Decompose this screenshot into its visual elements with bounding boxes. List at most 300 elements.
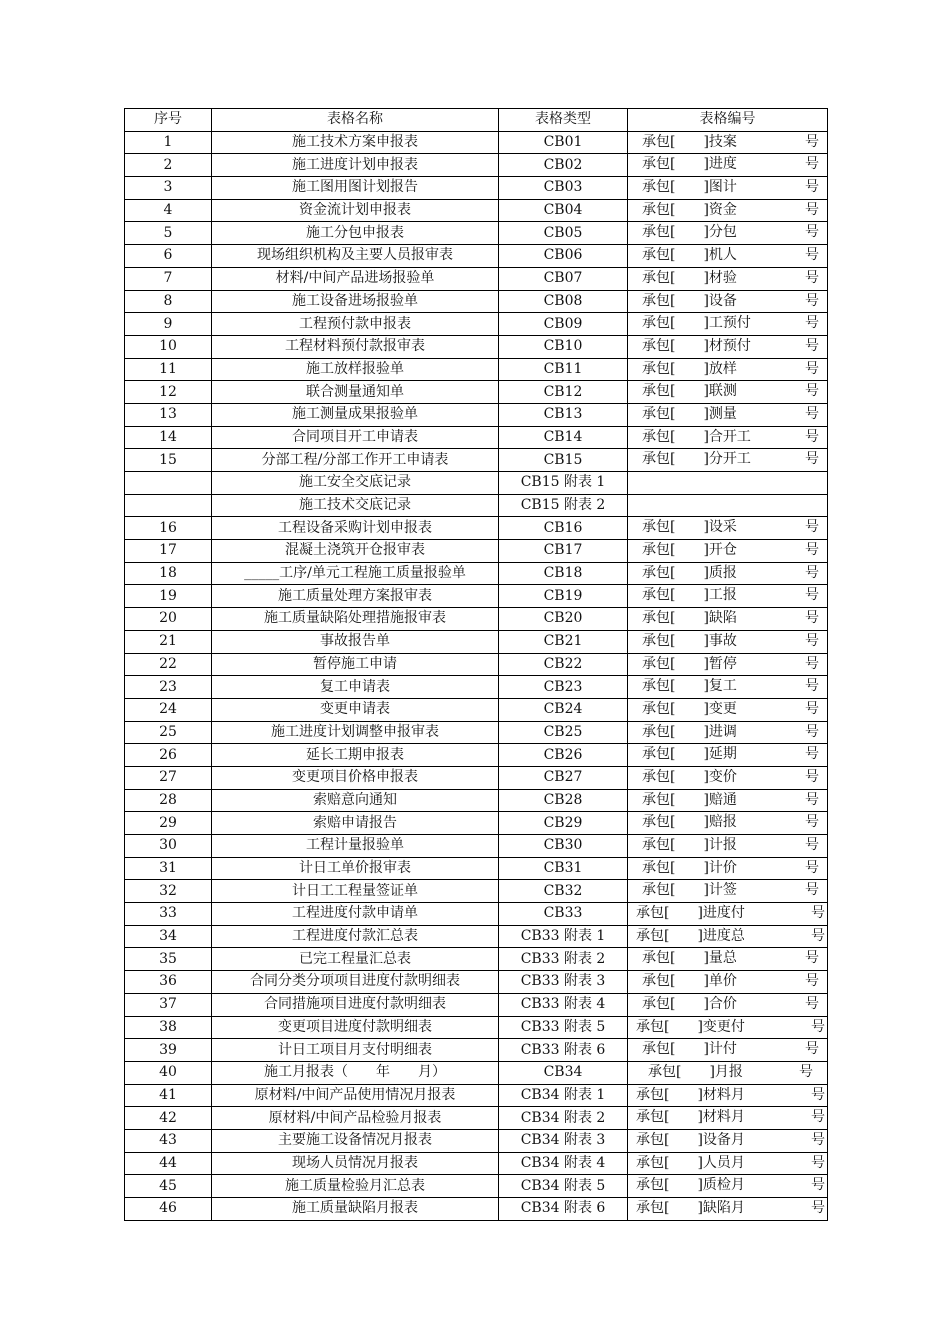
cell-form-type: CB08 — [499, 290, 628, 313]
form-code-prefix: 承包[ ]测量 — [642, 405, 737, 422]
cell-form-code — [628, 1152, 828, 1175]
cell-form-code — [628, 993, 828, 1016]
cell-serial-no: 11 — [125, 358, 212, 381]
cell-serial-no: 26 — [125, 744, 212, 767]
cell-form-name: 工程进度付款申请单 — [212, 903, 499, 926]
cell-form-name: 合同措施项目进度付款明细表 — [212, 993, 499, 1016]
form-code-suffix: 号 — [805, 405, 819, 422]
table-row — [125, 903, 828, 926]
cell-form-name: 合同分类分项项目进度付款明细表 — [212, 971, 499, 994]
form-code-suffix: 号 — [805, 315, 819, 332]
cell-form-type: CB34 附表 1 — [499, 1084, 628, 1107]
cell-form-name: 施工质量缺陷处理措施报审表 — [212, 608, 499, 631]
form-code-prefix: 承包[ ]工报 — [642, 587, 737, 604]
cell-form-code — [628, 880, 828, 903]
cell-form-name: 复工申请表 — [212, 676, 499, 699]
table-row — [125, 313, 828, 336]
cell-form-name: 施工设备进场报验单 — [212, 290, 499, 313]
cell-form-code — [628, 925, 828, 948]
cell-serial-no: 44 — [125, 1152, 212, 1175]
cell-serial-no: 14 — [125, 426, 212, 449]
form-code-suffix: 号 — [805, 700, 819, 717]
cell-form-code — [628, 154, 828, 177]
form-code-suffix: 号 — [805, 564, 819, 581]
form-code-suffix: 号 — [805, 224, 819, 241]
form-code-prefix: 承包[ ]事故 — [642, 632, 737, 649]
form-code-prefix: 承包[ ]资金 — [642, 201, 737, 218]
cell-serial-no: 18 — [125, 562, 212, 585]
form-code-suffix: 号 — [811, 1018, 825, 1035]
form-code-suffix: 号 — [805, 723, 819, 740]
table-row — [125, 653, 828, 676]
form-index-table — [124, 108, 828, 1221]
header-form-code: 表格编号 — [628, 109, 828, 132]
table-row — [125, 381, 828, 404]
cell-form-type: CB34 附表 4 — [499, 1152, 628, 1175]
form-code-suffix: 号 — [805, 1041, 819, 1058]
cell-form-code — [628, 766, 828, 789]
cell-form-code — [628, 812, 828, 835]
cell-form-code — [628, 358, 828, 381]
form-code-prefix: 承包[ ]月报 — [648, 1063, 743, 1080]
cell-form-code — [628, 1039, 828, 1062]
table-row — [125, 812, 828, 835]
form-code-prefix: 承包[ ]暂停 — [642, 655, 737, 672]
form-code-suffix: 号 — [811, 927, 825, 944]
cell-form-name: 施工技术方案申报表 — [212, 131, 499, 154]
form-code-suffix: 号 — [805, 768, 819, 785]
cell-serial-no: 36 — [125, 971, 212, 994]
cell-form-type: CB11 — [499, 358, 628, 381]
cell-serial-no — [125, 494, 212, 517]
cell-form-code — [628, 1084, 828, 1107]
form-code-suffix: 号 — [811, 1177, 825, 1194]
form-code-prefix: 承包[ ]分开工 — [642, 451, 751, 468]
cell-form-type: CB34 附表 3 — [499, 1129, 628, 1152]
header-row — [125, 109, 828, 132]
table-row — [125, 857, 828, 880]
cell-form-code — [628, 267, 828, 290]
cell-serial-no: 33 — [125, 903, 212, 926]
form-code-prefix: 承包[ ]联测 — [642, 383, 737, 400]
cell-form-type: CB33 附表 5 — [499, 1016, 628, 1039]
cell-form-type: CB01 — [499, 131, 628, 154]
cell-serial-no: 34 — [125, 925, 212, 948]
cell-form-type: CB09 — [499, 313, 628, 336]
table-row — [125, 1107, 828, 1130]
cell-form-type: CB03 — [499, 177, 628, 200]
form-code-prefix: 承包[ ]赔报 — [642, 814, 737, 831]
cell-serial-no: 43 — [125, 1129, 212, 1152]
cell-form-name: 施工进度计划调整申报审表 — [212, 721, 499, 744]
cell-serial-no: 6 — [125, 245, 212, 268]
cell-form-code — [628, 131, 828, 154]
cell-form-code — [628, 676, 828, 699]
cell-form-type: CB32 — [499, 880, 628, 903]
cell-form-name: 工程材料预付款报审表 — [212, 335, 499, 358]
cell-serial-no: 41 — [125, 1084, 212, 1107]
form-code-suffix: 号 — [805, 610, 819, 627]
table-row — [125, 608, 828, 631]
cell-form-name: 材料/中间产品进场报验单 — [212, 267, 499, 290]
cell-form-name: 延长工期申报表 — [212, 744, 499, 767]
table-row — [125, 426, 828, 449]
form-code-prefix: 承包[ ]材料月 — [636, 1086, 745, 1103]
cell-form-type: CB16 — [499, 517, 628, 540]
cell-form-name: 原材料/中间产品使用情况月报表 — [212, 1084, 499, 1107]
cell-form-code — [628, 653, 828, 676]
cell-form-name: 现场组织机构及主要人员报审表 — [212, 245, 499, 268]
cell-form-type: CB10 — [499, 335, 628, 358]
cell-serial-no: 19 — [125, 585, 212, 608]
cell-form-code — [628, 903, 828, 926]
cell-form-type: CB34 附表 2 — [499, 1107, 628, 1130]
form-code-prefix: 承包[ ]计价 — [642, 859, 737, 876]
cell-form-code — [628, 1198, 828, 1221]
form-code-suffix: 号 — [805, 859, 819, 876]
cell-serial-no: 30 — [125, 835, 212, 858]
cell-form-name: 分部工程/分部工作开工申请表 — [212, 449, 499, 472]
cell-form-code — [628, 403, 828, 426]
cell-form-code — [628, 177, 828, 200]
cell-form-name: 施工放样报验单 — [212, 358, 499, 381]
cell-form-type: CB31 — [499, 857, 628, 880]
cell-form-type: CB02 — [499, 154, 628, 177]
form-code-prefix: 承包[ ]放样 — [642, 360, 737, 377]
cell-form-name: 施工安全交底记录 — [212, 472, 499, 495]
table-row — [125, 880, 828, 903]
form-code-suffix: 号 — [799, 1063, 813, 1080]
cell-form-code — [628, 1061, 828, 1084]
cell-form-type: CB33 附表 3 — [499, 971, 628, 994]
cell-form-name: 合同项目开工申请表 — [212, 426, 499, 449]
table-row — [125, 925, 828, 948]
table-row — [125, 585, 828, 608]
form-code-suffix: 号 — [805, 292, 819, 309]
form-code-prefix: 承包[ ]图计 — [642, 179, 737, 196]
form-code-suffix: 号 — [805, 678, 819, 695]
table-row — [125, 993, 828, 1016]
cell-serial-no: 8 — [125, 290, 212, 313]
cell-form-code — [628, 1175, 828, 1198]
cell-serial-no: 17 — [125, 540, 212, 563]
cell-form-name: 工程进度付款汇总表 — [212, 925, 499, 948]
cell-form-name: 工程计量报验单 — [212, 835, 499, 858]
table-row — [125, 177, 828, 200]
cell-form-name: 施工进度计划申报表 — [212, 154, 499, 177]
cell-form-name: 工程预付款申报表 — [212, 313, 499, 336]
table-row — [125, 154, 828, 177]
cell-form-code — [628, 1107, 828, 1130]
table-row — [125, 698, 828, 721]
form-code-prefix: 承包[ ]设备 — [642, 292, 737, 309]
cell-form-type: CB27 — [499, 766, 628, 789]
table-row — [125, 1016, 828, 1039]
form-code-prefix: 承包[ ]进调 — [642, 723, 737, 740]
cell-serial-no: 23 — [125, 676, 212, 699]
table-row — [125, 472, 828, 495]
form-code-prefix: 承包[ ]延期 — [642, 746, 737, 763]
form-code-suffix: 号 — [811, 1086, 825, 1103]
cell-form-name: 施工质量处理方案报审表 — [212, 585, 499, 608]
cell-form-type: CB22 — [499, 653, 628, 676]
form-code-suffix: 号 — [805, 995, 819, 1012]
form-code-suffix: 号 — [805, 156, 819, 173]
cell-form-type: CB23 — [499, 676, 628, 699]
cell-form-name: 施工月报表（ 年 月） — [212, 1061, 499, 1084]
table-row — [125, 971, 828, 994]
cell-form-name: 原材料/中间产品检验月报表 — [212, 1107, 499, 1130]
cell-form-name: 变更项目进度付款明细表 — [212, 1016, 499, 1039]
table-row — [125, 744, 828, 767]
form-code-prefix: 承包[ ]人员月 — [636, 1154, 745, 1171]
cell-serial-no: 21 — [125, 630, 212, 653]
cell-form-type: CB28 — [499, 789, 628, 812]
form-code-suffix: 号 — [805, 383, 819, 400]
cell-form-name: 施工技术交底记录 — [212, 494, 499, 517]
form-code-prefix: 承包[ ]计付 — [642, 1041, 737, 1058]
cell-form-type: CB19 — [499, 585, 628, 608]
form-code-prefix: 承包[ ]缺陷 — [642, 610, 737, 627]
cell-form-type: CB34 附表 5 — [499, 1175, 628, 1198]
cell-form-code — [628, 517, 828, 540]
cell-form-code — [628, 585, 828, 608]
form-code-suffix: 号 — [805, 973, 819, 990]
cell-serial-no: 15 — [125, 449, 212, 472]
cell-form-type: CB18 — [499, 562, 628, 585]
cell-form-name: 事故报告单 — [212, 630, 499, 653]
cell-serial-no: 28 — [125, 789, 212, 812]
header-serial-no: 序号 — [125, 109, 212, 132]
cell-serial-no: 16 — [125, 517, 212, 540]
cell-form-name: 计日工工程量签证单 — [212, 880, 499, 903]
cell-form-name: 变更项目价格申报表 — [212, 766, 499, 789]
cell-form-name: _____工序/单元工程施工质量报验单 — [212, 562, 499, 585]
cell-serial-no: 4 — [125, 199, 212, 222]
cell-serial-no: 20 — [125, 608, 212, 631]
cell-form-code — [628, 199, 828, 222]
table-row — [125, 630, 828, 653]
cell-form-code — [628, 449, 828, 472]
cell-serial-no: 9 — [125, 313, 212, 336]
table-row — [125, 1084, 828, 1107]
table-row — [125, 835, 828, 858]
cell-form-name: 施工质量缺陷月报表 — [212, 1198, 499, 1221]
form-code-prefix: 承包[ ]合开工 — [642, 428, 751, 445]
form-code-suffix: 号 — [805, 201, 819, 218]
cell-form-code — [628, 744, 828, 767]
form-code-suffix: 号 — [805, 791, 819, 808]
cell-form-code — [628, 222, 828, 245]
cell-form-type: CB34 — [499, 1061, 628, 1084]
form-code-suffix: 号 — [805, 428, 819, 445]
table-row — [125, 131, 828, 154]
form-code-prefix: 承包[ ]赔通 — [642, 791, 737, 808]
cell-form-name: 计日工单价报审表 — [212, 857, 499, 880]
cell-form-code — [628, 1016, 828, 1039]
cell-form-type: CB26 — [499, 744, 628, 767]
cell-form-code — [628, 971, 828, 994]
cell-form-code — [628, 835, 828, 858]
cell-serial-no: 12 — [125, 381, 212, 404]
cell-form-code — [628, 494, 828, 517]
cell-form-code — [628, 857, 828, 880]
cell-form-type: CB21 — [499, 630, 628, 653]
cell-serial-no — [125, 472, 212, 495]
form-code-suffix: 号 — [805, 360, 819, 377]
form-code-suffix: 号 — [805, 950, 819, 967]
cell-serial-no: 37 — [125, 993, 212, 1016]
form-code-prefix: 承包[ ]进度 — [642, 156, 737, 173]
cell-form-code — [628, 290, 828, 313]
cell-form-name: 施工分包申报表 — [212, 222, 499, 245]
form-code-prefix: 承包[ ]技案 — [642, 133, 737, 150]
cell-form-name: 联合测量通知单 — [212, 381, 499, 404]
cell-form-name: 现场人员情况月报表 — [212, 1152, 499, 1175]
header-form-name: 表格名称 — [212, 109, 499, 132]
cell-form-name: 施工测量成果报验单 — [212, 403, 499, 426]
cell-serial-no: 45 — [125, 1175, 212, 1198]
table-row — [125, 267, 828, 290]
cell-form-name: 暂停施工申请 — [212, 653, 499, 676]
cell-form-code — [628, 721, 828, 744]
cell-serial-no: 27 — [125, 766, 212, 789]
cell-form-code — [628, 789, 828, 812]
form-code-prefix: 承包[ ]合价 — [642, 995, 737, 1012]
cell-form-type: CB24 — [499, 698, 628, 721]
form-code-prefix: 承包[ ]材验 — [642, 269, 737, 286]
cell-form-type: CB25 — [499, 721, 628, 744]
cell-form-type: CB04 — [499, 199, 628, 222]
cell-form-type: CB33 附表 4 — [499, 993, 628, 1016]
table-row — [125, 199, 828, 222]
form-code-suffix: 号 — [805, 451, 819, 468]
cell-serial-no: 1 — [125, 131, 212, 154]
form-code-suffix: 号 — [805, 655, 819, 672]
form-code-suffix: 号 — [811, 1154, 825, 1171]
cell-form-code — [628, 313, 828, 336]
cell-serial-no: 10 — [125, 335, 212, 358]
form-code-suffix: 号 — [805, 337, 819, 354]
table-row — [125, 517, 828, 540]
cell-serial-no: 39 — [125, 1039, 212, 1062]
cell-serial-no: 7 — [125, 267, 212, 290]
form-code-suffix: 号 — [811, 905, 825, 922]
cell-form-type: CB06 — [499, 245, 628, 268]
table-row — [125, 1039, 828, 1062]
cell-form-type: CB34 附表 6 — [499, 1198, 628, 1221]
table-row — [125, 562, 828, 585]
table-row — [125, 766, 828, 789]
cell-form-type: CB15 附表 1 — [499, 472, 628, 495]
cell-form-type: CB14 — [499, 426, 628, 449]
cell-form-code — [628, 245, 828, 268]
table-row — [125, 335, 828, 358]
form-code-prefix: 承包[ ]质检月 — [636, 1177, 745, 1194]
header-form-type: 表格类型 — [499, 109, 628, 132]
table-row — [125, 721, 828, 744]
table-row — [125, 948, 828, 971]
table-row — [125, 1152, 828, 1175]
cell-form-type: CB13 — [499, 403, 628, 426]
form-code-suffix: 号 — [811, 1200, 825, 1216]
form-code-prefix: 承包[ ]进度付 — [636, 905, 745, 922]
table-row — [125, 290, 828, 313]
cell-serial-no: 24 — [125, 698, 212, 721]
cell-form-code — [628, 948, 828, 971]
cell-form-code — [628, 608, 828, 631]
form-code-prefix: 承包[ ]设备月 — [636, 1131, 745, 1148]
table-row — [125, 222, 828, 245]
cell-form-code — [628, 540, 828, 563]
cell-serial-no: 32 — [125, 880, 212, 903]
cell-serial-no: 25 — [125, 721, 212, 744]
cell-serial-no: 3 — [125, 177, 212, 200]
table-row — [125, 1061, 828, 1084]
cell-form-code — [628, 630, 828, 653]
cell-form-type: CB05 — [499, 222, 628, 245]
form-code-prefix: 承包[ ]工预付 — [642, 315, 751, 332]
cell-form-code — [628, 335, 828, 358]
form-code-prefix: 承包[ ]变更 — [642, 700, 737, 717]
table-row — [125, 1175, 828, 1198]
table-row — [125, 403, 828, 426]
cell-form-name: 施工质量检验月汇总表 — [212, 1175, 499, 1198]
form-code-prefix: 承包[ ]设采 — [642, 519, 737, 536]
cell-form-type: CB15 附表 2 — [499, 494, 628, 517]
form-code-suffix: 号 — [805, 746, 819, 763]
cell-form-name: 变更申请表 — [212, 698, 499, 721]
form-code-prefix: 承包[ ]质报 — [642, 564, 737, 581]
form-code-prefix: 承包[ ]机人 — [642, 247, 737, 264]
cell-serial-no: 40 — [125, 1061, 212, 1084]
cell-form-type: CB29 — [499, 812, 628, 835]
form-code-suffix: 号 — [805, 133, 819, 150]
form-code-prefix: 承包[ ]分包 — [642, 224, 737, 241]
table-row — [125, 540, 828, 563]
cell-serial-no: 2 — [125, 154, 212, 177]
cell-serial-no: 42 — [125, 1107, 212, 1130]
cell-form-name: 计日工项目月支付明细表 — [212, 1039, 499, 1062]
cell-form-type: CB07 — [499, 267, 628, 290]
cell-form-code — [628, 698, 828, 721]
cell-form-name: 施工图用图计划报告 — [212, 177, 499, 200]
form-code-prefix: 承包[ ]开仓 — [642, 542, 737, 559]
form-code-suffix: 号 — [805, 837, 819, 853]
table-row — [125, 358, 828, 381]
cell-form-type: CB30 — [499, 835, 628, 858]
cell-form-type: CB33 — [499, 903, 628, 926]
cell-form-type: CB20 — [499, 608, 628, 631]
form-code-suffix: 号 — [805, 882, 819, 899]
form-code-suffix: 号 — [805, 247, 819, 264]
cell-form-code — [628, 1129, 828, 1152]
form-code-suffix: 号 — [805, 179, 819, 196]
form-code-suffix: 号 — [811, 1131, 825, 1148]
form-code-prefix: 承包[ ]计签 — [642, 882, 737, 899]
form-code-prefix: 承包[ ]缺陷月 — [636, 1200, 745, 1216]
form-code-prefix: 承包[ ]单价 — [642, 973, 737, 990]
form-code-suffix: 号 — [805, 632, 819, 649]
cell-form-type: CB33 附表 1 — [499, 925, 628, 948]
cell-form-name: 索赔申请报告 — [212, 812, 499, 835]
form-code-suffix: 号 — [805, 269, 819, 286]
cell-form-type: CB17 — [499, 540, 628, 563]
form-code-prefix: 承包[ ]材预付 — [642, 337, 751, 354]
cell-form-type: CB33 附表 6 — [499, 1039, 628, 1062]
table-row — [125, 245, 828, 268]
cell-form-code — [628, 562, 828, 585]
